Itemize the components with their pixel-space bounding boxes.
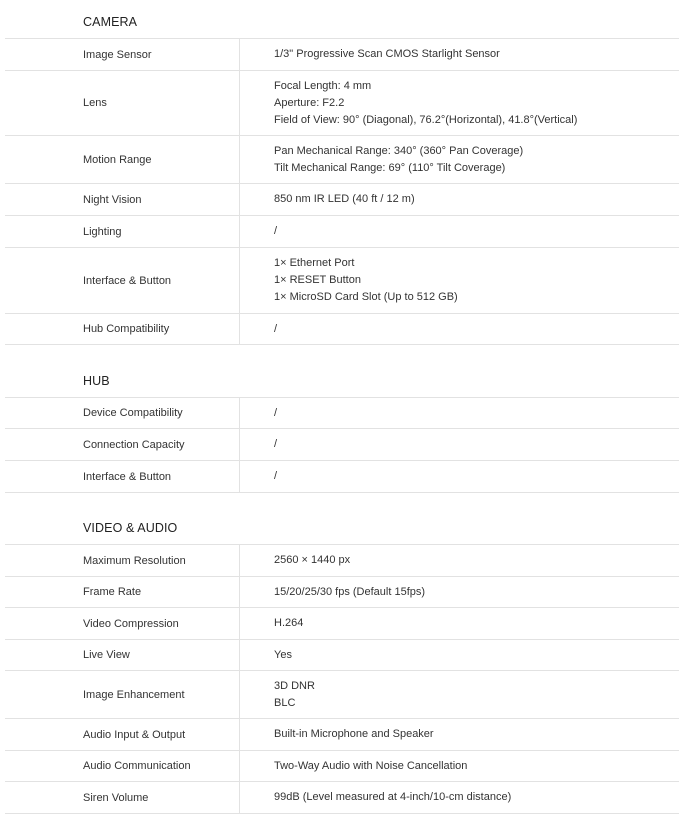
spec-value-line: / [274, 406, 278, 419]
spec-row [5, 640, 679, 671]
spec-row [5, 671, 679, 719]
spec-value-line: 850 nm IR LED (40 ft / 12 m) [274, 193, 415, 205]
spec-label: Siren Volume [5, 782, 240, 813]
spec-table [5, 38, 679, 345]
spec-label: Maximum Resolution [5, 545, 240, 576]
spec-value-line: 99dB (Level measured at 4-inch/10-cm distance) [274, 791, 512, 803]
spec-section-hub [5, 361, 679, 493]
spec-row [5, 782, 679, 814]
spec-value [240, 782, 679, 813]
spec-row [5, 545, 679, 577]
spec-section-camera [5, 2, 679, 345]
spec-label: Frame Rate [5, 577, 240, 607]
spec-label: Hub Compatibility [5, 314, 240, 344]
spec-section-video-audio [5, 508, 679, 814]
spec-value [240, 545, 679, 576]
spec-value [240, 248, 679, 313]
spec-value [240, 429, 679, 460]
spec-value-line: Two-Way Audio with Noise Cancellation [274, 759, 468, 772]
spec-table [5, 397, 679, 493]
section-title: VIDEO & AUDIO [83, 521, 178, 535]
spec-value [240, 751, 679, 781]
spec-row [5, 719, 679, 751]
spec-value [240, 314, 679, 344]
spec-value [240, 184, 679, 215]
spec-label: Connection Capacity [5, 429, 240, 460]
spec-row [5, 429, 679, 461]
spec-label: Live View [5, 640, 240, 670]
spec-label: Lens [5, 71, 240, 135]
spec-label: Motion Range [5, 136, 240, 183]
spec-value-line: Built-in Microphone and Speaker [274, 728, 434, 740]
spec-row [5, 314, 679, 345]
section-title: HUB [83, 374, 110, 388]
spec-value [240, 719, 679, 750]
spec-value-line: 1× MicroSD Card Slot (Up to 512 GB) [274, 291, 458, 303]
spec-value [240, 461, 679, 492]
spec-value-line: 1× RESET Button [274, 274, 361, 286]
spec-row [5, 216, 679, 248]
spec-row [5, 71, 679, 136]
spec-label: Image Enhancement [5, 671, 240, 718]
spec-table [5, 544, 679, 814]
spec-value-line: 15/20/25/30 fps (Default 15fps) [274, 585, 426, 598]
spec-value-line: BLC [274, 696, 296, 709]
section-title: CAMERA [83, 15, 138, 29]
spec-value-line: 3D DNR [274, 679, 315, 692]
spec-row [5, 751, 679, 782]
spec-label: Image Sensor [5, 39, 240, 70]
spec-row [5, 398, 679, 429]
spec-value [240, 640, 679, 670]
spec-value [240, 398, 679, 428]
spec-label: Night Vision [5, 184, 240, 215]
spec-value-line: Yes [274, 648, 292, 661]
spec-value [240, 608, 679, 639]
spec-row [5, 184, 679, 216]
spec-value-line: Aperture: F2.2 [274, 96, 345, 109]
spec-label: Video Compression [5, 608, 240, 639]
spec-value [240, 216, 679, 247]
spec-value-line: 2560 × 1440 px [274, 554, 351, 566]
spec-value-line: Pan Mechanical Range: 340° (360° Pan Coverage) [274, 144, 524, 157]
spec-value-line: Field of View: 90° (Diagonal), 76.2°(Horizontal), 41.8°(Vertical) [274, 113, 578, 126]
spec-label: Interface & Button [5, 248, 240, 313]
spec-value-line: / [274, 225, 278, 237]
spec-value-line: / [274, 322, 278, 335]
spec-value-line: 1× Ethernet Port [274, 257, 355, 269]
spec-value [240, 577, 679, 607]
spec-value [240, 136, 679, 183]
spec-value-line: / [274, 470, 278, 482]
spec-row [5, 577, 679, 608]
spec-value-line: Tilt Mechanical Range: 69° (110° Tilt Coverage) [274, 161, 506, 174]
spec-label: Audio Input & Output [5, 719, 240, 750]
spec-row [5, 248, 679, 314]
spec-row [5, 136, 679, 184]
spec-label: Audio Communication [5, 751, 240, 781]
spec-value-line: 1/3" Progressive Scan CMOS Starlight Sensor [274, 48, 500, 60]
spec-value-line: Focal Length: 4 mm [274, 79, 372, 92]
spec-row [5, 461, 679, 493]
spec-value-line: H.264 [274, 617, 304, 629]
spec-label: Device Compatibility [5, 398, 240, 428]
spec-row [5, 39, 679, 71]
spec-value [240, 71, 679, 135]
spec-label: Interface & Button [5, 461, 240, 492]
spec-row [5, 608, 679, 640]
spec-value [240, 671, 679, 718]
spec-label: Lighting [5, 216, 240, 247]
spec-value [240, 39, 679, 70]
spec-value-line: / [274, 438, 278, 450]
